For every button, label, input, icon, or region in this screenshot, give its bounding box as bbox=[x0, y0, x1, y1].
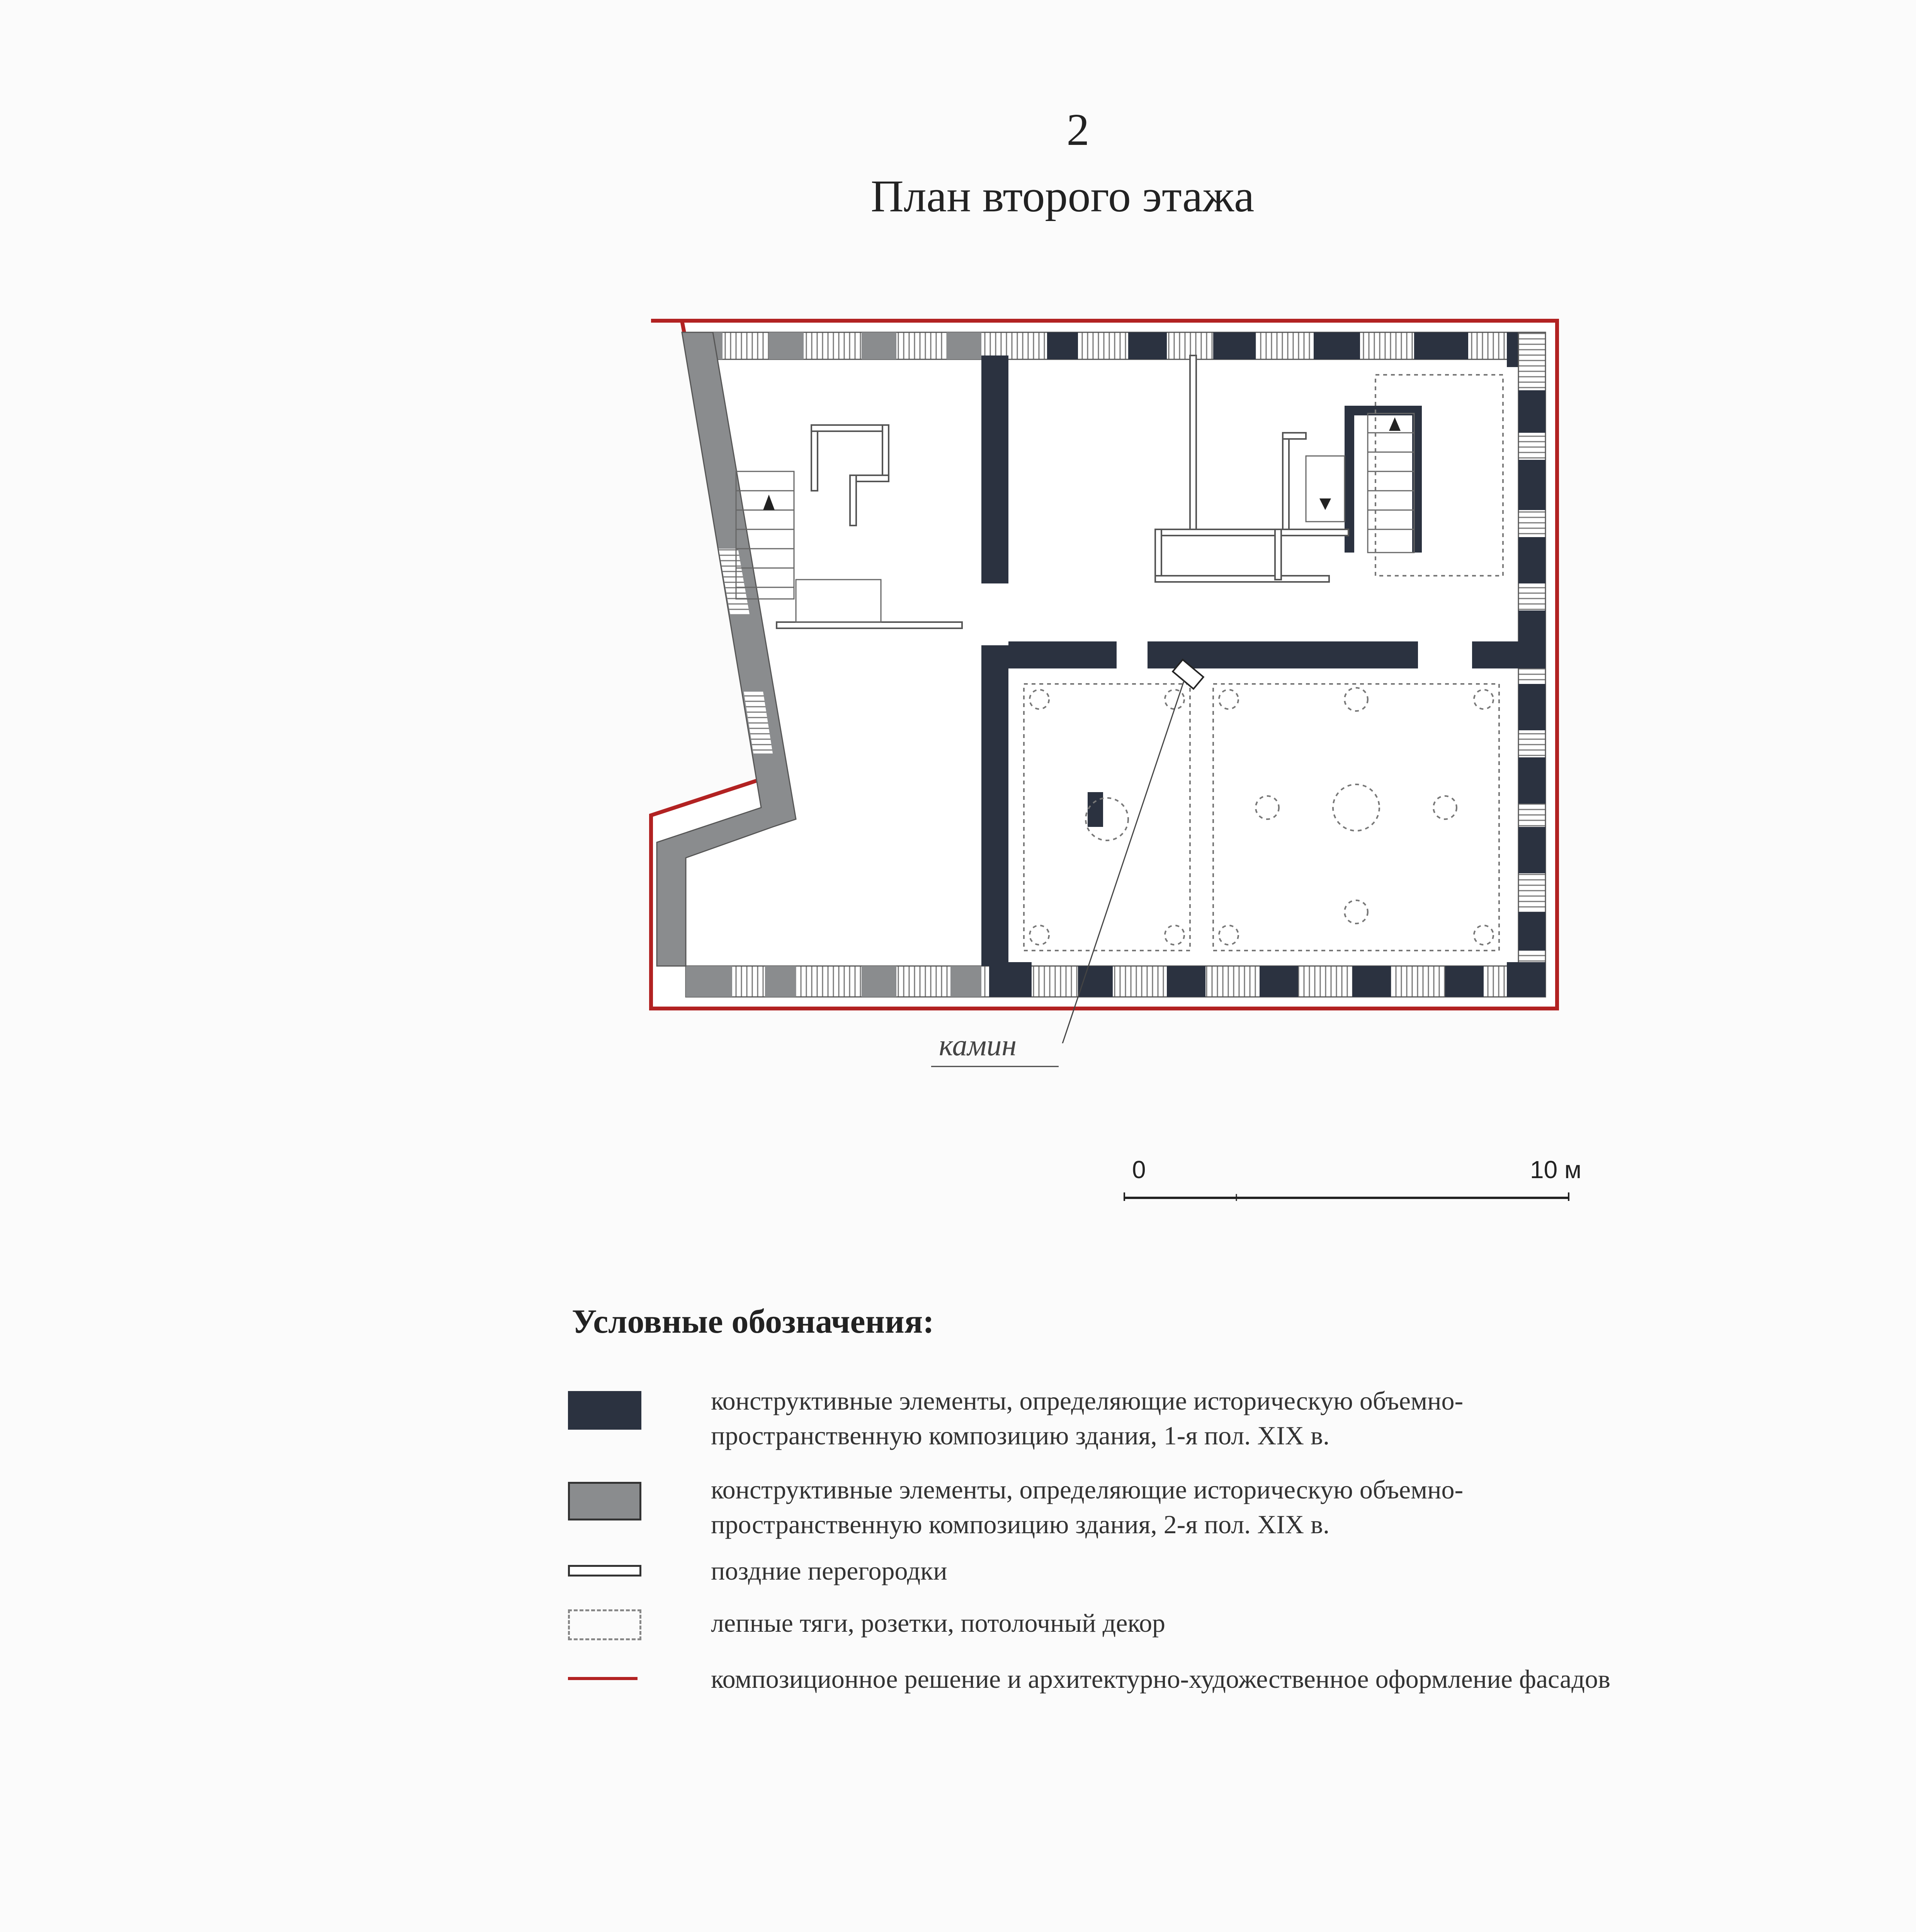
legend-title: Условные обозначения: bbox=[572, 1303, 934, 1340]
scale-bar bbox=[1120, 1155, 1584, 1225]
legend-text: лепные тяги, розетки, потолочный декор bbox=[711, 1608, 1165, 1638]
legend-swatch-partition bbox=[568, 1565, 641, 1577]
fireplace-label-underline bbox=[931, 1065, 1059, 1068]
legend-text: конструктивные элементы, определяющие историческую объемно-пространственную композицию здания, 1-я пол. XIX в. bbox=[711, 1386, 1464, 1450]
page-number: 2 bbox=[1066, 104, 1090, 155]
bottom-wall bbox=[686, 966, 1545, 997]
scale-start-label: 0 bbox=[1132, 1156, 1146, 1184]
legend-text: поздние перегородки bbox=[711, 1556, 947, 1585]
legend-text: конструктивные элементы, определяющие историческую объемно-пространственную композицию здания, 2-я пол. XIX в. bbox=[711, 1475, 1464, 1539]
fireplace-label: камин bbox=[939, 1028, 1017, 1062]
floor-plan bbox=[641, 309, 1569, 1043]
page-title: План второго этажа bbox=[870, 171, 1255, 221]
legend-swatch-facade bbox=[568, 1677, 638, 1680]
legend-text: композиционное решение и архитектурно-художественное оформление фасадов bbox=[711, 1664, 1610, 1694]
legend-swatch-decor bbox=[568, 1609, 641, 1640]
interior-wall bbox=[981, 355, 1008, 583]
scale-end-label: 10 м bbox=[1530, 1156, 1581, 1184]
legend-swatch-dark bbox=[568, 1391, 641, 1430]
legend-swatch-grey bbox=[568, 1482, 641, 1520]
